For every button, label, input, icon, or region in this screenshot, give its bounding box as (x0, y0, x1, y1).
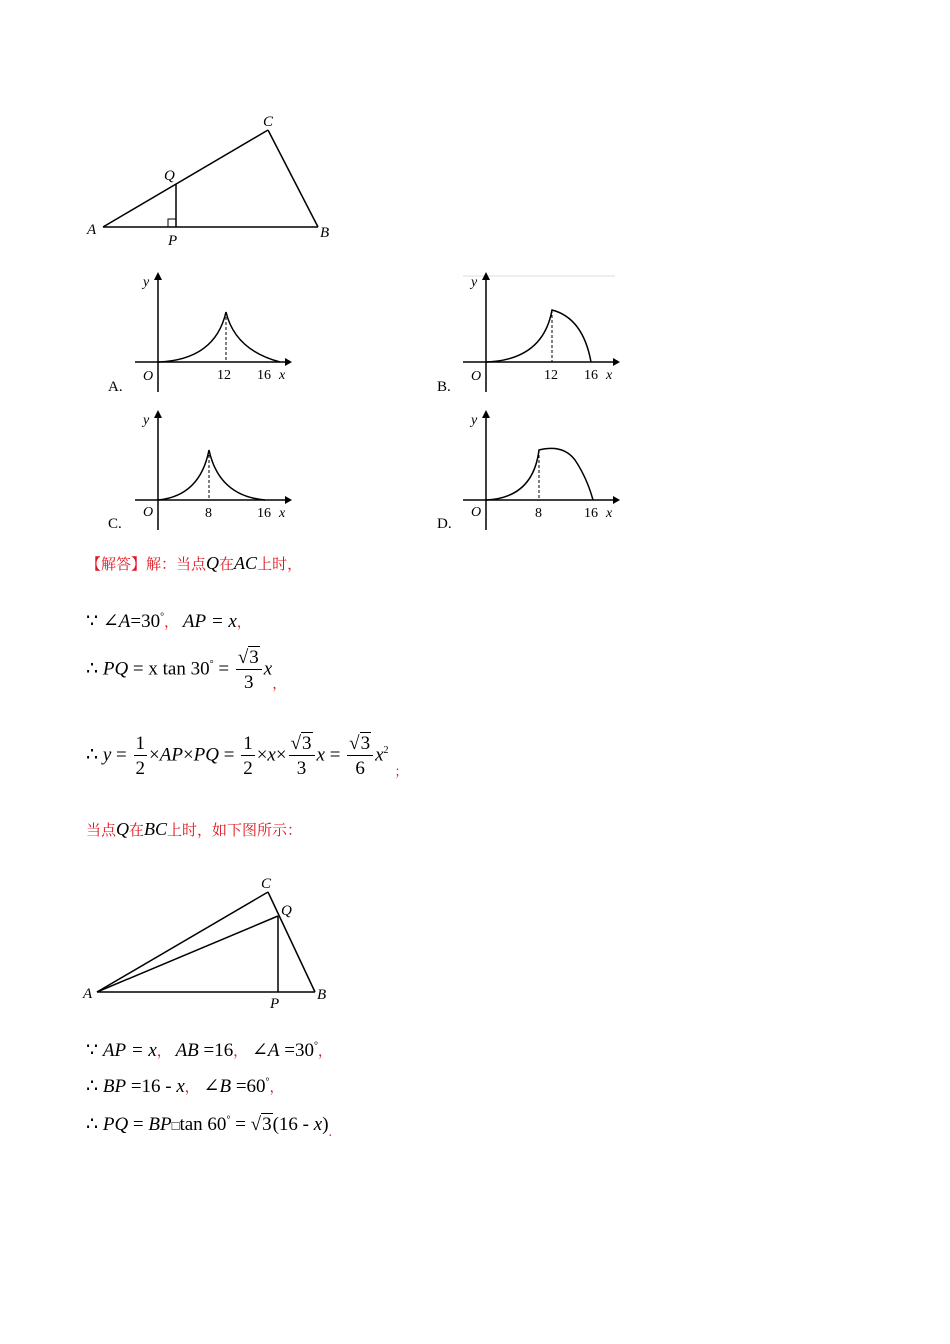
math-line-5: ∴ BP =16 - x， ∠B =60°， (86, 1076, 284, 1097)
label-A: A (83, 986, 93, 1002)
origin-label: O (143, 505, 154, 520)
triangle-figure-1 (80, 110, 350, 250)
option-A-label[interactable]: A. (108, 379, 123, 395)
label-C: C (261, 876, 272, 892)
tick-16: 16 (257, 368, 271, 383)
graph-option-D[interactable] (463, 408, 623, 533)
tick-12: 12 (217, 368, 231, 383)
segment-AQ (97, 916, 278, 992)
axis-x-label: x (279, 506, 286, 521)
option-B-label[interactable]: B. (437, 379, 451, 395)
label-Q: Q (164, 168, 175, 184)
tick-16: 16 (257, 506, 271, 521)
curve-C (158, 450, 265, 500)
math-line-4: ∵ AP = x， AB =16， ∠A =30°， (86, 1040, 333, 1061)
label-B: B (317, 987, 327, 1003)
solution-intro: 【解答】解：当点Q在AC上时， (86, 553, 303, 573)
segment-AC (97, 892, 268, 992)
tick-8: 8 (535, 506, 542, 521)
segment-AC (103, 130, 268, 227)
graph-option-A[interactable] (135, 270, 295, 395)
label-P: P (168, 233, 178, 249)
option-D-label[interactable]: D. (437, 516, 452, 532)
curve-A (158, 312, 280, 362)
axis-x-label: x (606, 368, 613, 383)
tick-8: 8 (205, 506, 212, 521)
label-Q: Q (281, 903, 292, 919)
graph-option-B[interactable] (463, 270, 623, 395)
right-angle-mark (168, 219, 176, 227)
math-line-2: ∴ PQ = x tan 30° = $\frac{√3}{3}$ $x_,$ (86, 647, 287, 693)
curve-B (486, 310, 591, 362)
axis-x-label: x (279, 368, 286, 383)
solution-bracket: 【解答】 (86, 555, 147, 573)
axis-y-label: y (471, 275, 478, 290)
origin-label: O (471, 505, 482, 520)
axis-x-label: x (606, 506, 613, 521)
origin-label: O (143, 369, 154, 384)
math-line-6: ∴ PQ = BP□tan $60^\circ = √3(16 - x)_.$ (86, 1114, 333, 1140)
tick-16: 16 (584, 368, 598, 383)
origin-label: O (471, 369, 482, 384)
tick-16: 16 (584, 506, 598, 521)
case2-heading: 当点Q在BC上时，如下图所示： (86, 819, 303, 839)
tick-12: 12 (544, 368, 558, 383)
axis-y-label: y (143, 413, 150, 428)
triangle-figure-2 (80, 872, 350, 1014)
option-C-label[interactable]: C. (108, 516, 122, 532)
axis-y-label: y (471, 413, 478, 428)
label-P: P (270, 996, 280, 1012)
axis-y-label: y (143, 275, 150, 290)
math-line-3: ∴ y = $\frac{1}{2}$ ×AP×PQ = $\frac{1}{2}$ ×x× $\frac{√3}{3}$ x = $\frac{√3}{6}$ $x^2_;$ (86, 733, 408, 780)
fraction-root3-over-3: $\frac{√3}{3}$ (236, 648, 262, 692)
label-C: C (263, 114, 274, 130)
graph-option-C[interactable] (135, 408, 295, 533)
label-B: B (320, 225, 330, 241)
math-line-1: ∵ ∠A=30°， AP = x， (86, 611, 251, 632)
segment-BC (268, 130, 318, 227)
label-A: A (87, 222, 97, 238)
